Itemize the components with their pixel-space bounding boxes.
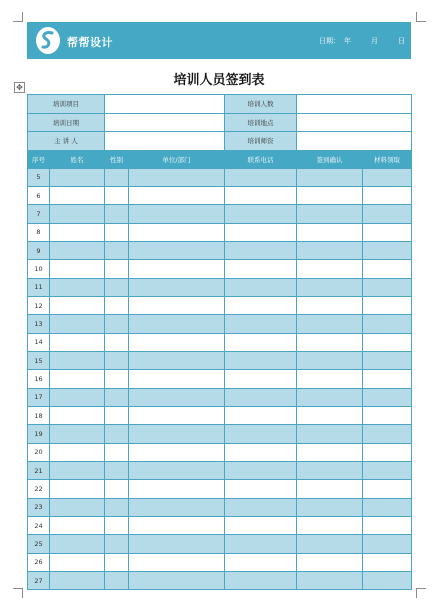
department-cell[interactable] bbox=[129, 462, 225, 480]
department-cell[interactable] bbox=[129, 498, 225, 516]
materials-cell[interactable] bbox=[363, 572, 412, 590]
name-cell[interactable] bbox=[50, 315, 105, 333]
signin-cell[interactable] bbox=[297, 517, 363, 535]
table-row bbox=[28, 480, 412, 498]
gender-cell[interactable] bbox=[105, 278, 129, 296]
department-cell[interactable] bbox=[129, 186, 225, 204]
table-row bbox=[28, 388, 412, 406]
materials-cell[interactable] bbox=[363, 205, 412, 223]
phone-cell[interactable] bbox=[225, 572, 297, 590]
header-banner bbox=[27, 22, 411, 59]
materials-cell[interactable] bbox=[363, 168, 412, 186]
training-date-label: 培训日期 bbox=[28, 113, 105, 132]
table-row bbox=[28, 517, 412, 535]
page-title: 培训人员签到表 bbox=[173, 73, 265, 88]
materials-cell[interactable] bbox=[363, 443, 412, 461]
signin-cell[interactable] bbox=[297, 425, 363, 443]
signin-cell[interactable] bbox=[297, 462, 363, 480]
phone-cell[interactable] bbox=[225, 553, 297, 571]
name-cell[interactable] bbox=[50, 241, 105, 259]
row-number: 25 bbox=[28, 535, 50, 553]
phone-cell[interactable] bbox=[225, 315, 297, 333]
col-header-signin: 签到确认 bbox=[297, 150, 363, 168]
info-row-host bbox=[28, 132, 412, 151]
signin-cell[interactable] bbox=[297, 241, 363, 259]
phone-cell[interactable] bbox=[225, 370, 297, 388]
department-cell[interactable] bbox=[129, 333, 225, 351]
signin-cell[interactable] bbox=[297, 205, 363, 223]
name-cell[interactable] bbox=[50, 296, 105, 314]
gender-cell[interactable] bbox=[105, 553, 129, 571]
phone-cell[interactable] bbox=[225, 241, 297, 259]
signin-cell[interactable] bbox=[297, 443, 363, 461]
col-header-name: 姓名 bbox=[50, 150, 105, 168]
row-number: 16 bbox=[28, 370, 50, 388]
place-field[interactable] bbox=[297, 113, 412, 132]
gender-cell[interactable] bbox=[105, 480, 129, 498]
table-row bbox=[28, 278, 412, 296]
col-header-gender: 性别 bbox=[105, 150, 129, 168]
col-header-department: 单位/部门 bbox=[129, 150, 225, 168]
department-cell[interactable] bbox=[129, 315, 225, 333]
table-row bbox=[28, 443, 412, 461]
name-cell[interactable] bbox=[50, 370, 105, 388]
materials-cell[interactable] bbox=[363, 370, 412, 388]
signin-cell[interactable] bbox=[297, 406, 363, 424]
department-cell[interactable] bbox=[129, 388, 225, 406]
department-cell[interactable] bbox=[129, 535, 225, 553]
info-row-date bbox=[28, 113, 412, 132]
name-cell[interactable] bbox=[50, 572, 105, 590]
table-row bbox=[28, 462, 412, 480]
gender-cell[interactable] bbox=[105, 388, 129, 406]
department-cell[interactable] bbox=[129, 480, 225, 498]
materials-cell[interactable] bbox=[363, 388, 412, 406]
row-number: 18 bbox=[28, 406, 50, 424]
gender-cell[interactable] bbox=[105, 260, 129, 278]
signin-cell[interactable] bbox=[297, 553, 363, 571]
phone-cell[interactable] bbox=[225, 425, 297, 443]
row-number: 24 bbox=[28, 517, 50, 535]
materials-cell[interactable] bbox=[363, 480, 412, 498]
name-cell[interactable] bbox=[50, 260, 105, 278]
column-header-row bbox=[28, 150, 412, 168]
name-cell[interactable] bbox=[50, 333, 105, 351]
department-cell[interactable] bbox=[129, 370, 225, 388]
table-row bbox=[28, 351, 412, 369]
name-cell[interactable] bbox=[50, 406, 105, 424]
phone-cell[interactable] bbox=[225, 480, 297, 498]
name-cell[interactable] bbox=[50, 553, 105, 571]
row-number: 21 bbox=[28, 462, 50, 480]
gender-cell[interactable] bbox=[105, 443, 129, 461]
name-cell[interactable] bbox=[50, 517, 105, 535]
gender-cell[interactable] bbox=[105, 315, 129, 333]
name-cell[interactable] bbox=[50, 168, 105, 186]
materials-cell[interactable] bbox=[363, 462, 412, 480]
signin-cell[interactable] bbox=[297, 223, 363, 241]
materials-cell[interactable] bbox=[363, 498, 412, 516]
materials-cell[interactable] bbox=[363, 406, 412, 424]
materials-cell[interactable] bbox=[363, 296, 412, 314]
signin-cell[interactable] bbox=[297, 333, 363, 351]
department-cell[interactable] bbox=[129, 260, 225, 278]
gender-cell[interactable] bbox=[105, 168, 129, 186]
fee-field[interactable] bbox=[297, 132, 412, 151]
table-row bbox=[28, 498, 412, 516]
materials-cell[interactable] bbox=[363, 333, 412, 351]
gender-cell[interactable] bbox=[105, 241, 129, 259]
row-number: 9 bbox=[28, 241, 50, 259]
name-cell[interactable] bbox=[50, 425, 105, 443]
name-cell[interactable] bbox=[50, 443, 105, 461]
project-field[interactable] bbox=[105, 95, 225, 114]
signin-cell[interactable] bbox=[297, 388, 363, 406]
phone-cell[interactable] bbox=[225, 406, 297, 424]
table-row bbox=[28, 315, 412, 333]
row-number: 5 bbox=[28, 168, 50, 186]
crop-mark-bottom-left bbox=[13, 588, 23, 598]
table-row bbox=[28, 333, 412, 351]
gender-cell[interactable] bbox=[105, 205, 129, 223]
name-cell[interactable] bbox=[50, 480, 105, 498]
year-label: 年 bbox=[344, 37, 351, 45]
s-logo-icon bbox=[35, 26, 61, 55]
phone-cell[interactable] bbox=[225, 205, 297, 223]
table-row bbox=[28, 241, 412, 259]
info-row-project bbox=[28, 95, 412, 114]
materials-cell[interactable] bbox=[363, 425, 412, 443]
project-label: 培训项目 bbox=[28, 95, 105, 114]
brand-name: 帮帮设计 bbox=[67, 36, 113, 49]
materials-cell[interactable] bbox=[363, 553, 412, 571]
gender-cell[interactable] bbox=[105, 517, 129, 535]
table-row bbox=[28, 205, 412, 223]
table-row bbox=[28, 370, 412, 388]
signin-cell[interactable] bbox=[297, 480, 363, 498]
table-row bbox=[28, 535, 412, 553]
phone-cell[interactable] bbox=[225, 168, 297, 186]
name-cell[interactable] bbox=[50, 278, 105, 296]
gender-cell[interactable] bbox=[105, 572, 129, 590]
signin-cell[interactable] bbox=[297, 296, 363, 314]
materials-cell[interactable] bbox=[363, 517, 412, 535]
row-number: 13 bbox=[28, 315, 50, 333]
training-date-field[interactable] bbox=[105, 113, 225, 132]
sign-in-table bbox=[27, 94, 412, 590]
name-cell[interactable] bbox=[50, 535, 105, 553]
table-row bbox=[28, 553, 412, 571]
row-number: 12 bbox=[28, 296, 50, 314]
department-cell[interactable] bbox=[129, 406, 225, 424]
signin-cell[interactable] bbox=[297, 351, 363, 369]
fee-label: 培训师资 bbox=[225, 132, 297, 151]
department-cell[interactable] bbox=[129, 168, 225, 186]
name-cell[interactable] bbox=[50, 388, 105, 406]
department-cell[interactable] bbox=[129, 517, 225, 535]
row-number: 11 bbox=[28, 278, 50, 296]
table-row bbox=[28, 186, 412, 204]
signin-cell[interactable] bbox=[297, 168, 363, 186]
department-cell[interactable] bbox=[129, 241, 225, 259]
phone-cell[interactable] bbox=[225, 498, 297, 516]
phone-cell[interactable] bbox=[225, 186, 297, 204]
table-row bbox=[28, 406, 412, 424]
signin-cell[interactable] bbox=[297, 498, 363, 516]
signin-cell[interactable] bbox=[297, 260, 363, 278]
month-label: 月 bbox=[371, 37, 378, 45]
phone-cell[interactable] bbox=[225, 388, 297, 406]
signin-cell[interactable] bbox=[297, 370, 363, 388]
row-number: 19 bbox=[28, 425, 50, 443]
table-row bbox=[28, 260, 412, 278]
materials-cell[interactable] bbox=[363, 223, 412, 241]
table-row bbox=[28, 223, 412, 241]
phone-cell[interactable] bbox=[225, 333, 297, 351]
row-number: 17 bbox=[28, 388, 50, 406]
table-row bbox=[28, 168, 412, 186]
phone-cell[interactable] bbox=[225, 517, 297, 535]
name-cell[interactable] bbox=[50, 351, 105, 369]
row-number: 26 bbox=[28, 553, 50, 571]
name-cell[interactable] bbox=[50, 462, 105, 480]
count-label: 培训人数 bbox=[225, 95, 297, 114]
department-cell[interactable] bbox=[129, 278, 225, 296]
row-number: 14 bbox=[28, 333, 50, 351]
materials-cell[interactable] bbox=[363, 241, 412, 259]
day-label: 日 bbox=[398, 37, 405, 45]
department-cell[interactable] bbox=[129, 205, 225, 223]
phone-cell[interactable] bbox=[225, 296, 297, 314]
department-cell[interactable] bbox=[129, 351, 225, 369]
table-row bbox=[28, 425, 412, 443]
materials-cell[interactable] bbox=[363, 315, 412, 333]
gender-cell[interactable] bbox=[105, 223, 129, 241]
signin-cell[interactable] bbox=[297, 572, 363, 590]
row-number: 27 bbox=[28, 572, 50, 590]
date-label: 日期： bbox=[319, 37, 340, 45]
phone-cell[interactable] bbox=[225, 260, 297, 278]
phone-cell[interactable] bbox=[225, 535, 297, 553]
gender-cell[interactable] bbox=[105, 462, 129, 480]
signin-cell[interactable] bbox=[297, 278, 363, 296]
phone-cell[interactable] bbox=[225, 351, 297, 369]
gender-cell[interactable] bbox=[105, 296, 129, 314]
department-cell[interactable] bbox=[129, 223, 225, 241]
name-cell[interactable] bbox=[50, 205, 105, 223]
signin-cell[interactable] bbox=[297, 535, 363, 553]
phone-cell[interactable] bbox=[225, 443, 297, 461]
department-cell[interactable] bbox=[129, 553, 225, 571]
place-label: 培训地点 bbox=[225, 113, 297, 132]
row-number: 6 bbox=[28, 186, 50, 204]
host-label: 主 讲 人 bbox=[28, 132, 105, 151]
col-header-phone: 联系电话 bbox=[225, 150, 297, 168]
row-number: 20 bbox=[28, 443, 50, 461]
table-row bbox=[28, 572, 412, 590]
row-number: 10 bbox=[28, 260, 50, 278]
crop-mark-bottom-right bbox=[416, 588, 426, 598]
name-cell[interactable] bbox=[50, 223, 105, 241]
name-cell[interactable] bbox=[50, 186, 105, 204]
department-cell[interactable] bbox=[129, 443, 225, 461]
materials-cell[interactable] bbox=[363, 186, 412, 204]
host-field[interactable] bbox=[105, 132, 225, 151]
crop-mark-top-right bbox=[416, 12, 426, 22]
department-cell[interactable] bbox=[129, 425, 225, 443]
signin-cell[interactable] bbox=[297, 186, 363, 204]
phone-cell[interactable] bbox=[225, 223, 297, 241]
phone-cell[interactable] bbox=[225, 278, 297, 296]
department-cell[interactable] bbox=[129, 296, 225, 314]
gender-cell[interactable] bbox=[105, 370, 129, 388]
table-row bbox=[28, 296, 412, 314]
col-header-number: 序号 bbox=[28, 150, 50, 168]
move-handle-icon[interactable]: ✥ bbox=[14, 82, 25, 93]
count-field[interactable] bbox=[297, 95, 412, 114]
gender-cell[interactable] bbox=[105, 535, 129, 553]
gender-cell[interactable] bbox=[105, 186, 129, 204]
crop-mark-top-left bbox=[13, 12, 23, 22]
gender-cell[interactable] bbox=[105, 333, 129, 351]
row-number: 23 bbox=[28, 498, 50, 516]
department-cell[interactable] bbox=[129, 572, 225, 590]
name-cell[interactable] bbox=[50, 498, 105, 516]
gender-cell[interactable] bbox=[105, 498, 129, 516]
row-number: 8 bbox=[28, 223, 50, 241]
signin-cell[interactable] bbox=[297, 315, 363, 333]
row-number: 15 bbox=[28, 351, 50, 369]
row-number: 22 bbox=[28, 480, 50, 498]
col-header-materials: 材料领取 bbox=[363, 150, 412, 168]
materials-cell[interactable] bbox=[363, 351, 412, 369]
gender-cell[interactable] bbox=[105, 351, 129, 369]
row-number: 7 bbox=[28, 205, 50, 223]
phone-cell[interactable] bbox=[225, 462, 297, 480]
gender-cell[interactable] bbox=[105, 425, 129, 443]
materials-cell[interactable] bbox=[363, 278, 412, 296]
materials-cell[interactable] bbox=[363, 260, 412, 278]
gender-cell[interactable] bbox=[105, 406, 129, 424]
materials-cell[interactable] bbox=[363, 535, 412, 553]
